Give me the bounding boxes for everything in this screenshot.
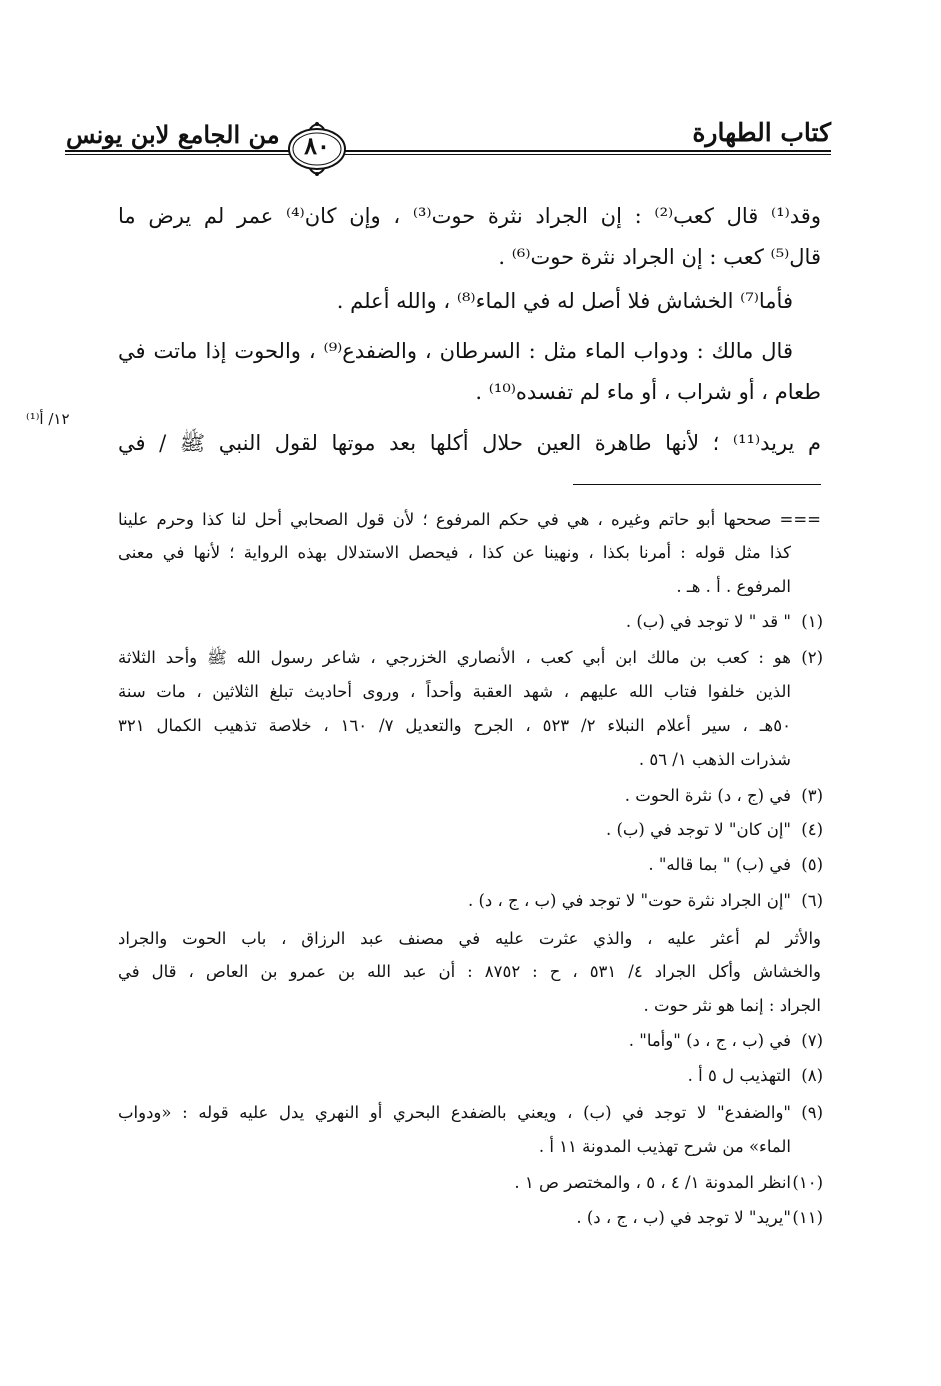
header-source-title: من الجامع لابن يونس: [66, 120, 280, 149]
footnote-text: انظر المدونة ١/ ٤ ، ٥ ، والمختصر ص ١ .: [514, 1173, 791, 1192]
footnote-number: (٣): [801, 786, 823, 805]
page-number: ٨٠: [304, 131, 330, 160]
footnote-text: "والضفدع" لا توجد في (ب) ، ويعني بالضفدع البحري أو النهري يدل عليه قوله : «ودواب: [118, 1103, 791, 1122]
footnote-number: (٦): [801, 891, 823, 910]
footnote-number: (٤): [801, 820, 823, 839]
footnote-text: "يريد" لا توجد في (ب ، ج ، د) .: [576, 1208, 791, 1227]
footnote-number: (٧): [801, 1031, 823, 1050]
main-line-5: طعام ، أو شراب ، أو ماء لم تفسده⁽¹⁰⁾ .: [475, 380, 821, 404]
footnote-text: في (ب) " بما قاله" .: [648, 855, 791, 874]
footnote-text: والخشاش وأكل الجراد ٤/ ٥٣١ ، ح : ٨٧٥٢ : أن عبد الله بن عمرو بن العاص ، قال في: [118, 962, 822, 981]
footnote-text: "إن الجراد نثرة حوت" لا توجد في (ب ، ج ، د) .: [467, 891, 791, 910]
main-line-1: وقد⁽¹⁾ قال كعب⁽²⁾ : إن الجراد نثرة حوت⁽³⁾ ، وإن كان⁽⁴⁾ عمر لم يرض ما: [118, 204, 821, 228]
footnote-text: "إن كان" لا توجد في (ب) .: [605, 820, 791, 839]
footnote-number: (٨): [801, 1066, 823, 1085]
footnote-text: في (ج ، د) نثرة الحوت .: [624, 786, 791, 805]
footnote-text: الماء» من شرح تهذيب المدونة ١١ أ .: [538, 1137, 791, 1156]
main-line-4: قال مالك : ودواب الماء مثل : السرطان ، والضفدع⁽⁹⁾ ، والحوت إذا ماتت في: [118, 339, 793, 363]
header-book-title: كتاب الطهارة: [692, 118, 831, 147]
footnote-number: (٢): [801, 648, 823, 667]
footnote-text: في (ب ، ج ، د) "وأما" .: [628, 1031, 791, 1050]
footnote-text: ٥٠هـ ، سير أعلام النبلاء ٢/ ٥٢٣ ، الجرح والتعديل ٧/ ١٦٠ ، خلاصة تذهيب الكمال ٣٢١: [118, 716, 791, 735]
footnote-intro-line-1: === صححها أبو حاتم وغيره ، هي في حكم المرفوع ؛ لأن قول الصحابي أحل لنا كذا وحرم علينا: [118, 510, 821, 529]
footnote-text: التهذيب ل ٥ أ .: [687, 1066, 791, 1085]
footnote-separator: [573, 484, 821, 485]
footnote-number: (٥): [801, 855, 823, 874]
footnote-text: شذرات الذهب ١/ ٥٦ .: [638, 750, 791, 769]
header-rule-thin: [65, 154, 831, 155]
header-rule: [65, 150, 831, 152]
main-line-3: فأما⁽⁷⁾ الخشاش فلا أصل له في الماء⁽⁸⁾ ، والله أعلم .: [336, 289, 793, 313]
footnote-intro-line-2: كذا مثل قوله : أمرنا بكذا ، ونهينا عن كذا ، فيحصل الاستدلال بهذه الرواية ؛ لأنها في معنى: [118, 543, 791, 562]
margin-folio-note: ١٢/ أ⁽¹⁾: [26, 410, 70, 428]
footnote-text: الجراد : إنما هو نثر حوت .: [643, 996, 821, 1015]
footnote-number: (١١): [792, 1208, 823, 1227]
footnote-text: " قد " لا توجد في (ب) .: [625, 612, 791, 631]
footnote-text: والأثر لم أعثر عليه ، والذي عثرت عليه في مصنف عبد الرزاق ، باب الحوت والجراد: [118, 929, 821, 948]
main-line-2: قال⁽⁵⁾ كعب : إن الجراد نثرة حوت⁽⁶⁾ .: [498, 245, 821, 269]
footnote-number: (١): [801, 612, 823, 631]
footnote-intro-line-3: المرفوع . أ . هـ .: [676, 577, 791, 596]
main-line-6: م يريد⁽¹¹⁾ ؛ لأنها طاهرة العين حلال أكلها بعد موتها لقول النبي ﷺ / في: [118, 431, 821, 455]
footnote-text: الذين خلفوا فتاب الله عليهم ، شهد العقبة وأحداً ، وروى أحاديث تبلغ الثلاثين ، مات سنة: [118, 682, 791, 701]
footnote-number: (١٠): [792, 1173, 823, 1192]
footnote-text: هو : كعب بن مالك ابن أبي كعب ، الأنصاري الخزرجي ، شاعر رسول الله ﷺ وأحد الثلاثة: [118, 648, 791, 667]
footnote-number: (٩): [801, 1103, 823, 1122]
